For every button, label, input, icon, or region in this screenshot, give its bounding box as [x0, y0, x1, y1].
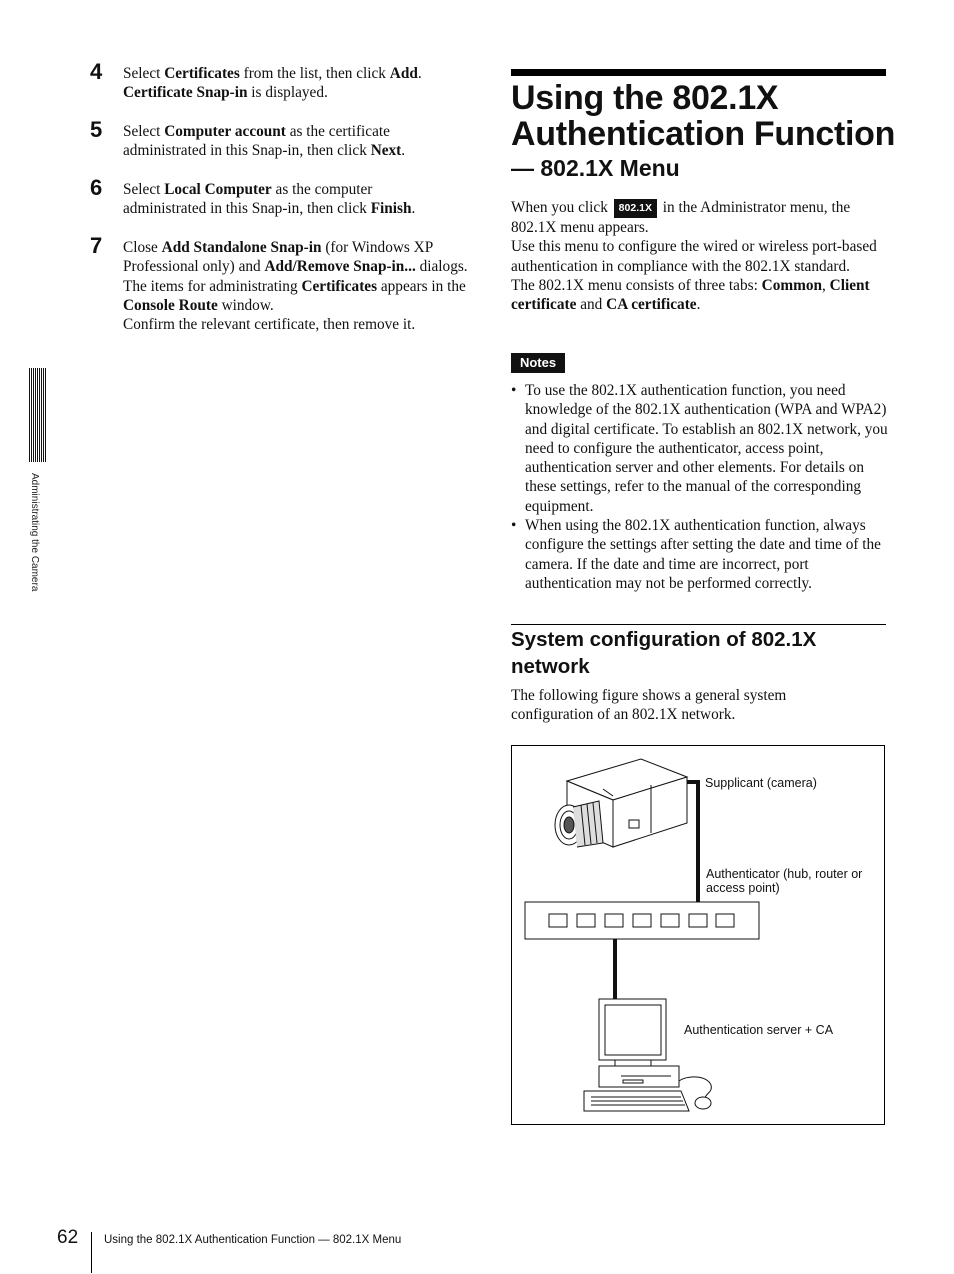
section-title: System configuration of 802.1X network [511, 628, 817, 678]
menu-button-802-1x: 802.1X [614, 199, 657, 218]
intro-paragraph: When you click 802.1X in the Administrator menu, the 802.1X menu appears. Use this menu to configure the wired or wireless port-based authentication in compliance with the 802.1X standard. The 802.1X menu consists of three tabs: Common, Client certificate and CA certificate. [511, 199, 877, 314]
notes-label: Notes [511, 353, 565, 373]
server-label: Authentication server + CA [684, 1023, 834, 1037]
step-4-text: Select Certificates from the list, then click Add. Certificate Snap-in is displayed. [123, 65, 422, 102]
running-title: Using the 802.1X Authentication Function — 802.1X Menu [104, 1234, 402, 1246]
network-diagram [511, 745, 885, 1125]
step-number-6: 6 [90, 175, 103, 200]
page-subtitle: — 802.1X Menu [511, 155, 680, 181]
authenticator-label: Authenticator (hub, router or access point) [706, 867, 863, 895]
list-item: • To use the 802.1X authentication function, you need knowledge of the 802.1X authentication (WPA and WPA2) and digital certificate. To establish an 802.1X network, you need to configure the authenticator, access point, authentication server and other elements. For details on these settings, refer to the manual of the corresponding equipment. [511, 382, 888, 515]
hub-icon [525, 902, 759, 939]
step-6-text: Select Local Computer as the computer administrated in this Snap-in, then click Finish. [123, 181, 416, 218]
step-5-text: Select Computer account as the certificate administrated in this Snap-in, then click Next. [123, 123, 406, 160]
page-title: Using the 802.1X Authentication Function [511, 79, 896, 153]
computer-icon [584, 999, 711, 1111]
step-number-5: 5 [90, 117, 103, 142]
supplicant-label: Supplicant (camera) [705, 776, 817, 790]
notes-list [511, 381, 891, 593]
step-7-text: Close Add Standalone Snap-in (for Windows XP Professional only) and Add/Remove Snap-in... dialogs. The items for administrating Certificates appears in the Console Route window. Confirm the relevant certificate, then remove it. [123, 239, 468, 334]
network-figure [511, 745, 885, 1125]
section-rule [511, 624, 886, 625]
thumb-tab-marker [29, 368, 47, 462]
page-number: 62 [57, 1227, 79, 1248]
camera-icon [555, 759, 687, 847]
section-paragraph: The following figure shows a general system configuration of an 802.1X network. [511, 687, 787, 724]
title-rule [511, 69, 886, 76]
footer-rule [91, 1232, 92, 1273]
chapter-side-label: Administrating the Camera [29, 473, 40, 592]
step-number-4: 4 [90, 59, 103, 84]
list-item: • When using the 802.1X authentication function, always configure the settings after setting the date and time of the camera. If the date and time are incorrect, port authentication may not be performed correctly. [511, 517, 881, 592]
step-number-7: 7 [90, 233, 103, 258]
